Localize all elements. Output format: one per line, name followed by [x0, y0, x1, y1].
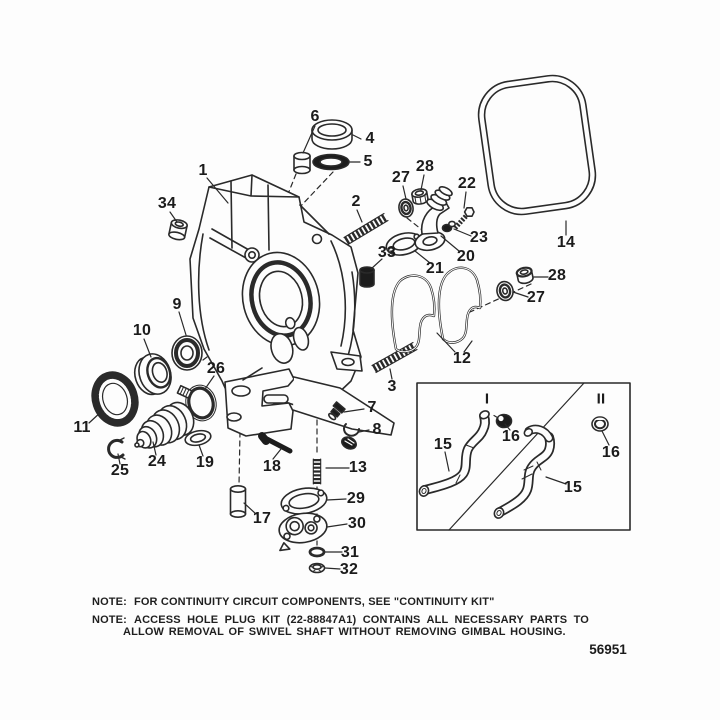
note-access-plug: [92, 614, 589, 639]
part-33-plug: [360, 267, 374, 287]
callout-part-17: 17: [252, 510, 272, 527]
callout-part-16b: 16: [601, 444, 621, 461]
callout-part-27a: 27: [391, 169, 411, 186]
callout-part-15b: 15: [563, 479, 583, 496]
part-15-hose-section1: [418, 409, 490, 497]
part-18-pin: [262, 436, 290, 451]
part-31-o-ring: [310, 548, 324, 556]
note-text: FOR CONTINUITY CIRCUIT COMPONENTS, SEE "CONTINUITY KIT": [133, 596, 495, 608]
part-14-housing-seal: [474, 71, 600, 219]
callout-part-4: 4: [365, 130, 375, 147]
callout-part-11: 11: [73, 419, 91, 436]
callout-part-22: 22: [457, 175, 477, 192]
part-25-c-clip: [109, 438, 125, 459]
callout-part-26: 26: [206, 360, 226, 377]
callout-part-2: 2: [351, 193, 361, 210]
callout-part-21: 21: [425, 260, 445, 277]
part-16-grommet-section2: [592, 417, 608, 431]
callout-part-31: 31: [340, 544, 360, 561]
callout-part-15a: 15: [433, 436, 453, 453]
callout-part-5: 5: [363, 153, 373, 170]
figure-number: 56951: [589, 642, 627, 657]
callout-part-1: 1: [198, 162, 208, 179]
part-16-grommet-section1: [494, 415, 512, 428]
callout-part-28a: 28: [415, 158, 435, 175]
part-29-gasket: [279, 485, 329, 518]
part-1-gimbal-housing: [190, 175, 397, 436]
callout-part-18: 18: [262, 458, 282, 475]
part-23-fitting: [443, 221, 456, 231]
part-2-stud: [344, 214, 388, 245]
note-prefix: NOTE:: [92, 596, 127, 608]
callout-part-20: 20: [456, 248, 476, 265]
callout-part-32: 32: [339, 561, 359, 578]
callout-part-19: 19: [195, 454, 215, 471]
part-27-washer-upper: [398, 198, 415, 218]
callout-part-12: 12: [452, 350, 472, 367]
part-22-bolt: [455, 208, 474, 228]
part-9-oil-seal: [172, 336, 202, 370]
callout-part-14: 14: [556, 234, 576, 251]
part-6-bushing: [294, 153, 310, 174]
callout-part-9: 9: [172, 296, 182, 313]
part-34-plug: [168, 219, 188, 241]
part-5-seal-ring: [313, 155, 349, 170]
part-30-anode-plate: [275, 510, 329, 550]
callout-part-10: 10: [132, 322, 152, 339]
note-text: ACCESS HOLE PLUG KIT (22-88847A1) CONTAINS ALL NECESSARY PARTS TO ALLOW REMOVAL OF SWIVEL SHAFT WITHOUT REMOVING GIMBAL HOUSING.: [123, 613, 589, 638]
part-28-nut-right: [516, 266, 534, 284]
callout-part-6: 6: [310, 108, 320, 125]
callout-part-33: 33: [377, 244, 397, 261]
callout-part-23: 23: [469, 229, 489, 246]
part-13-stud: [313, 459, 320, 484]
callout-part-27b: 27: [526, 289, 546, 306]
callout-part-8: 8: [372, 421, 382, 438]
callout-part-30: 30: [347, 515, 367, 532]
callout-part-7: 7: [367, 399, 377, 416]
note-prefix: NOTE:: [92, 613, 127, 626]
callout-part-29: 29: [346, 490, 366, 507]
callout-part-24: 24: [147, 453, 167, 470]
callout-part-13: 13: [348, 459, 368, 476]
callout-part-25: 25: [110, 462, 130, 479]
inset-section-2-label: II: [596, 390, 606, 408]
callout-part-28b: 28: [547, 267, 567, 284]
callout-part-16a: 16: [501, 428, 521, 445]
part-12-continuity-wires: [392, 268, 480, 352]
callout-part-34: 34: [157, 195, 177, 212]
part-28-nut-upper: [411, 188, 428, 205]
callout-part-3: 3: [387, 378, 397, 395]
part-32-nut: [310, 564, 325, 573]
notes-block: [92, 596, 589, 639]
inset-section-1-label: I: [484, 390, 490, 408]
part-17-sleeve: [231, 486, 246, 517]
note-continuity: [92, 596, 589, 609]
